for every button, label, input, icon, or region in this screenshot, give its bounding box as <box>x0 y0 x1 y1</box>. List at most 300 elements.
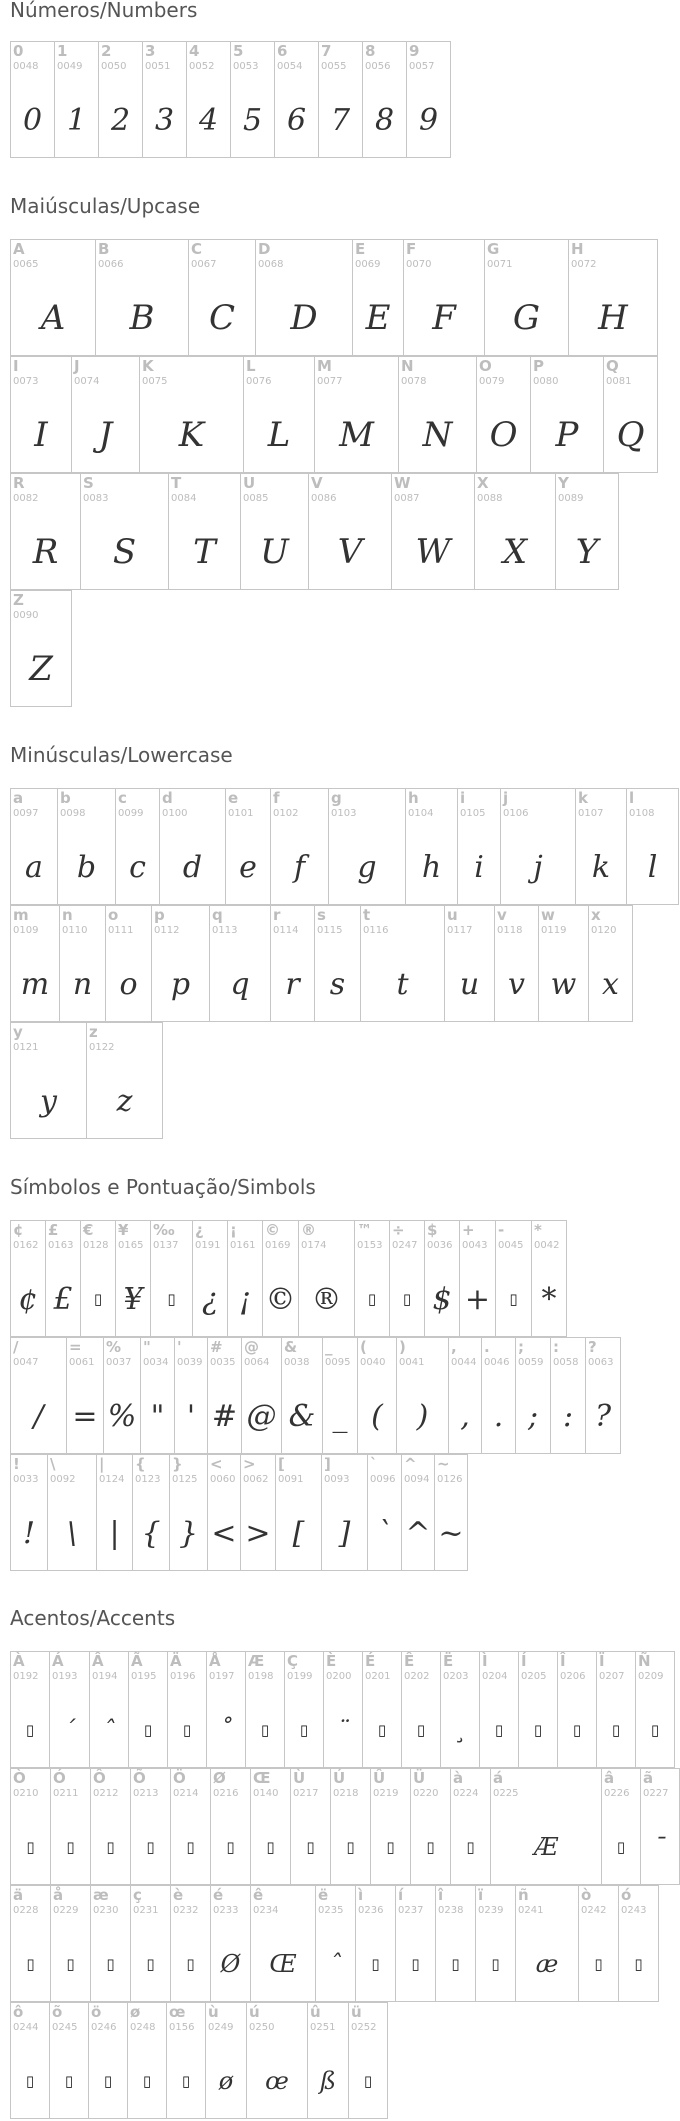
glyph-cell <box>10 1022 87 1139</box>
glyph-code-label: 0076 <box>246 376 272 387</box>
glyph-code-label: 0231 <box>133 1905 159 1916</box>
glyph-cell <box>403 239 485 356</box>
glyph-code-label: 0246 <box>91 2022 117 2033</box>
glyph-char-label: I <box>13 357 19 375</box>
glyph-code-label: 0079 <box>479 376 505 387</box>
glyph-code-label: 0244 <box>13 2022 39 2033</box>
glyph-code-label: 0065 <box>13 259 39 270</box>
glyph-char-label: ú <box>249 2003 260 2021</box>
glyph-char-label: W <box>394 474 411 492</box>
glyph-code-label: 0091 <box>278 1474 304 1485</box>
glyph-cell <box>321 1454 368 1571</box>
glyph-cell <box>424 1220 460 1337</box>
missing-glyph-box: ▯ <box>509 1290 518 1308</box>
glyph-code-label: 0194 <box>92 1671 118 1682</box>
glyph-cell <box>250 1885 316 2002</box>
glyph-code-label: 0137 <box>153 1240 179 1251</box>
glyph-cell <box>167 1651 207 1768</box>
glyph-cell <box>434 1454 468 1571</box>
glyph-cell <box>281 1337 323 1454</box>
glyph-sample: r <box>285 966 300 1002</box>
glyph-code-label: 0092 <box>50 1474 76 1485</box>
glyph-cell <box>348 2002 388 2119</box>
glyph-code-label: 0055 <box>321 61 347 72</box>
glyph-sample: R <box>32 532 59 572</box>
glyph-code-label: 0061 <box>69 1357 95 1368</box>
glyph-char-label: d <box>162 789 173 807</box>
glyph-code-label: 0126 <box>437 1474 463 1485</box>
glyph-code-label: 0063 <box>588 1357 614 1368</box>
section-title-numbers: Números/Numbers <box>10 0 198 22</box>
glyph-row <box>10 1651 674 1768</box>
glyph-code-label: 0119 <box>541 925 567 936</box>
glyph-cell <box>103 1337 141 1454</box>
glyph-code-label: 0239 <box>478 1905 504 1916</box>
glyph-cell <box>401 1454 435 1571</box>
glyph-char-label: A <box>13 240 25 258</box>
glyph-cell <box>115 1220 151 1337</box>
glyph-cell <box>450 1768 491 1885</box>
glyph-code-label: 0249 <box>208 2022 234 2033</box>
missing-glyph-box: ▯ <box>306 1838 315 1856</box>
glyph-code-label: 0108 <box>629 808 655 819</box>
glyph-cell <box>474 473 556 590</box>
glyph-code-label: 0210 <box>13 1788 39 1799</box>
glyph-code-label: 0080 <box>533 376 559 387</box>
glyph-code-label: 0123 <box>135 1474 161 1485</box>
glyph-char-label: û <box>310 2003 321 2021</box>
glyph-char-label: = <box>69 1338 82 1356</box>
glyph-char-label: } <box>172 1455 183 1473</box>
glyph-cell <box>47 1454 97 1571</box>
glyph-cell <box>130 1768 171 1885</box>
glyph-sample: ˆ <box>103 1716 115 1744</box>
glyph-code-label: 0250 <box>249 2022 275 2033</box>
missing-glyph-box: ▯ <box>25 2072 35 2090</box>
glyph-sample: J <box>98 415 113 455</box>
missing-glyph-box: ▯ <box>491 1955 500 1973</box>
missing-glyph-box: ▯ <box>93 1290 103 1308</box>
glyph-cell <box>80 473 169 590</box>
glyph-cell <box>50 1885 91 2002</box>
glyph-cell <box>318 41 363 158</box>
glyph-cell <box>10 905 60 1022</box>
glyph-code-label: 0099 <box>118 808 144 819</box>
glyph-cell <box>531 1220 567 1337</box>
glyph-code-label: 0217 <box>293 1788 319 1799</box>
glyph-code-label: 0059 <box>518 1357 544 1368</box>
glyph-code-label: 0238 <box>438 1905 464 1916</box>
glyph-char-label: Ù <box>293 1769 306 1787</box>
glyph-code-label: 0041 <box>399 1357 425 1368</box>
glyph-sample: | <box>109 1515 120 1551</box>
glyph-sample: L <box>267 415 291 455</box>
glyph-char-label: Ì <box>482 1652 488 1670</box>
glyph-code-label: 0049 <box>57 61 83 72</box>
glyph-code-label: 0117 <box>447 925 473 936</box>
glyph-char-label: Å <box>209 1652 221 1670</box>
glyph-cell <box>98 41 143 158</box>
glyph-sample: % <box>107 1398 137 1434</box>
glyph-code-label: 0140 <box>253 1788 279 1799</box>
glyph-sample: 9 <box>418 102 439 138</box>
missing-glyph-box: ▯ <box>26 1955 35 1973</box>
glyph-sample: Z <box>29 649 53 689</box>
glyph-char-label: H <box>571 240 584 258</box>
glyph-char-label: ô <box>13 2003 24 2021</box>
glyph-char-label: | <box>99 1455 105 1473</box>
glyph-char-label: Z <box>13 591 24 609</box>
glyph-sample: $ <box>432 1281 452 1317</box>
glyph-code-label: 0169 <box>265 1240 291 1251</box>
glyph-code-label: 0056 <box>365 61 391 72</box>
glyph-cell <box>578 1885 619 2002</box>
glyph-char-label: ™ <box>357 1221 372 1239</box>
glyph-code-label: 0243 <box>621 1905 647 1916</box>
glyph-sample: a <box>25 849 43 885</box>
glyph-cell <box>10 1337 67 1454</box>
glyph-code-label: 0085 <box>243 493 269 504</box>
glyph-cell <box>240 473 309 590</box>
glyph-code-label: 0109 <box>13 925 39 936</box>
glyph-char-label: n <box>62 906 73 924</box>
glyph-char-label: â <box>604 1769 615 1787</box>
glyph-char-label: ¢ <box>13 1221 24 1239</box>
glyph-sample: 4 <box>198 102 219 138</box>
glyph-cell <box>367 1454 402 1571</box>
glyph-char-label: ä <box>13 1886 24 1904</box>
glyph-code-label: 0204 <box>482 1671 508 1682</box>
glyph-cell <box>209 905 271 1022</box>
missing-glyph-box: ▯ <box>106 1838 115 1856</box>
glyph-cell <box>192 1220 228 1337</box>
glyph-cell <box>435 1885 476 2002</box>
glyph-code-label: 0035 <box>210 1357 236 1368</box>
glyph-cell <box>127 2002 167 2119</box>
glyph-cell <box>170 1768 211 1885</box>
glyph-char-label: b <box>60 789 71 807</box>
glyph-sample: ¢ <box>18 1281 38 1317</box>
glyph-code-label: 0226 <box>604 1788 630 1799</box>
glyph-char-label: Y <box>558 474 569 492</box>
glyph-cell <box>80 1220 116 1337</box>
glyph-cell <box>170 1885 211 2002</box>
glyph-code-label: 0054 <box>277 61 303 72</box>
glyph-char-label: r <box>273 906 281 924</box>
glyph-code-label: 0093 <box>324 1474 350 1485</box>
glyph-sample: ) <box>416 1398 429 1434</box>
glyph-sample: 2 <box>110 102 131 138</box>
glyph-sample: ¿ <box>201 1281 219 1317</box>
glyph-code-label: 0211 <box>53 1788 79 1799</box>
glyph-code-label: 0051 <box>145 61 171 72</box>
missing-glyph-box: ▯ <box>416 1721 426 1739</box>
missing-glyph-box: ▯ <box>186 1838 195 1856</box>
glyph-code-label: 0069 <box>355 259 381 270</box>
glyph-char-label: T <box>171 474 182 492</box>
missing-glyph-box: ▯ <box>266 1838 275 1856</box>
glyph-char-label: Ë <box>443 1652 454 1670</box>
glyph-sample: i <box>474 849 484 885</box>
glyph-code-label: 0048 <box>13 61 39 72</box>
glyph-cell <box>10 239 96 356</box>
glyph-cell <box>10 473 81 590</box>
missing-glyph-box: ▯ <box>66 1838 75 1856</box>
glyph-cell <box>588 905 633 1022</box>
missing-glyph-box: ▯ <box>594 1955 603 1973</box>
missing-glyph-box: ▯ <box>367 1290 377 1308</box>
glyph-cell <box>603 356 658 473</box>
glyph-cell <box>479 1651 519 1768</box>
glyph-cell <box>568 239 658 356</box>
glyph-code-label: 0124 <box>99 1474 125 1485</box>
glyph-cell <box>274 41 319 158</box>
glyph-cell <box>130 1885 171 2002</box>
glyph-sample: { <box>141 1515 161 1551</box>
glyph-sample: ' <box>186 1398 196 1434</box>
glyph-cell <box>115 788 160 905</box>
glyph-char-label: B <box>98 240 110 258</box>
glyph-cell <box>159 788 226 905</box>
glyph-sample: 6 <box>286 102 307 138</box>
glyph-sample: m <box>20 966 50 1002</box>
glyph-cell <box>95 239 189 356</box>
glyph-cell <box>575 788 627 905</box>
glyph-code-label: 0115 <box>317 925 343 936</box>
glyph-sample: Æ <box>533 1833 559 1861</box>
glyph-row <box>10 1885 658 2002</box>
glyph-sample: O <box>489 415 518 455</box>
glyph-cell <box>270 905 315 1022</box>
glyph-code-label: 0213 <box>133 1788 159 1799</box>
glyph-cell <box>550 1337 586 1454</box>
glyph-code-label: 0036 <box>427 1240 453 1251</box>
glyph-code-label: 0042 <box>534 1240 560 1251</box>
glyph-char-label: ù <box>208 2003 219 2021</box>
missing-glyph-box: ▯ <box>650 1721 660 1739</box>
missing-glyph-box: ▯ <box>146 1838 155 1856</box>
glyph-code-label: 0212 <box>93 1788 119 1799</box>
glyph-sample: : <box>562 1398 574 1434</box>
glyph-char-label: R <box>13 474 25 492</box>
glyph-char-label: c <box>118 789 127 807</box>
glyph-sample: / <box>33 1398 44 1434</box>
glyph-code-label: 0161 <box>230 1240 256 1251</box>
glyph-char-label: Æ <box>248 1652 265 1670</box>
glyph-char-label: l <box>629 789 635 807</box>
glyph-sample: ` <box>377 1515 392 1551</box>
glyph-sample: s <box>329 966 346 1002</box>
glyph-char-label: p <box>154 906 165 924</box>
glyph-code-label: 0090 <box>13 610 39 621</box>
glyph-row <box>10 788 678 905</box>
missing-glyph-box: ▯ <box>402 1290 412 1308</box>
glyph-sample: " <box>150 1398 165 1434</box>
glyph-cell <box>142 41 187 158</box>
glyph-code-label: 0232 <box>173 1905 199 1916</box>
glyph-char-label: Ô <box>93 1769 106 1787</box>
missing-glyph-box: ▯ <box>363 2072 373 2090</box>
glyph-char-label: è <box>173 1886 184 1904</box>
glyph-code-label: 0121 <box>13 1042 39 1053</box>
glyph-sample: ´ <box>63 1716 76 1744</box>
glyph-cell <box>357 1337 397 1454</box>
missing-glyph-box: ▯ <box>25 1721 35 1739</box>
glyph-code-label: 0206 <box>560 1671 586 1682</box>
glyph-char-label: V <box>311 474 323 492</box>
glyph-char-label: Ò <box>13 1769 26 1787</box>
glyph-sample: + <box>464 1281 491 1317</box>
glyph-sample: ¥ <box>123 1281 143 1317</box>
glyph-cell <box>284 1651 324 1768</box>
glyph-sample: t <box>396 966 409 1002</box>
glyph-cell <box>618 1885 659 2002</box>
glyph-code-label: 0116 <box>363 925 389 936</box>
glyph-cell <box>395 1885 436 2002</box>
glyph-cell <box>401 1651 441 1768</box>
glyph-code-label: 0083 <box>83 493 109 504</box>
glyph-char-label: Ó <box>53 1769 66 1787</box>
glyph-sample: ? <box>594 1398 612 1434</box>
glyph-sample: ¨ <box>337 1716 349 1744</box>
glyph-char-label: É <box>365 1652 376 1670</box>
glyph-code-label: 0062 <box>243 1474 269 1485</box>
glyph-sample: = <box>72 1398 98 1434</box>
missing-glyph-box: ▯ <box>533 1721 543 1739</box>
glyph-cell <box>557 1651 597 1768</box>
glyph-sample: y <box>40 1083 57 1119</box>
glyph-sample: M <box>339 415 374 455</box>
glyph-code-label: 0057 <box>409 61 435 72</box>
glyph-cell <box>530 356 604 473</box>
glyph-char-label: i <box>460 789 466 807</box>
glyph-cell <box>243 356 315 473</box>
glyph-row <box>10 239 657 356</box>
glyph-char-label: * <box>534 1221 542 1239</box>
glyph-cell <box>596 1651 636 1768</box>
glyph-cell <box>640 1768 680 1885</box>
glyph-char-label: O <box>479 357 492 375</box>
glyph-char-label: À <box>13 1652 25 1670</box>
glyph-char-label: ê <box>253 1886 264 1904</box>
glyph-code-label: 0207 <box>599 1671 625 1682</box>
glyph-sample: j <box>533 849 543 885</box>
missing-glyph-box: ▯ <box>143 1721 153 1739</box>
glyph-char-label: Œ <box>253 1769 271 1787</box>
glyph-sample: Q <box>616 415 645 455</box>
glyph-code-label: 0216 <box>213 1788 239 1799</box>
glyph-cell <box>398 356 477 473</box>
glyph-code-label: 0058 <box>553 1357 579 1368</box>
glyph-cell <box>188 239 256 356</box>
glyph-code-label: 0111 <box>108 925 134 936</box>
missing-glyph-box: ▯ <box>386 1838 395 1856</box>
glyph-cell <box>314 356 399 473</box>
glyph-row <box>10 1337 620 1454</box>
glyph-cell <box>205 2002 247 2119</box>
glyph-cell <box>210 1885 251 2002</box>
glyph-char-label: ` <box>370 1455 378 1473</box>
glyph-sample: P <box>555 415 579 455</box>
glyph-char-label: å <box>53 1886 64 1904</box>
glyph-cell <box>352 239 404 356</box>
glyph-cell <box>500 788 576 905</box>
glyph-cell <box>150 1220 193 1337</box>
glyph-char-label: ø <box>130 2003 141 2021</box>
glyph-code-label: 0053 <box>233 61 259 72</box>
glyph-code-label: 0110 <box>62 925 88 936</box>
glyph-char-label: : <box>553 1338 559 1356</box>
glyph-code-label: 0105 <box>460 808 486 819</box>
glyph-char-label: á <box>493 1769 504 1787</box>
glyph-code-label: 0229 <box>53 1905 79 1916</box>
glyph-sample: S <box>112 532 137 572</box>
glyph-code-label: 0089 <box>558 493 584 504</box>
glyph-code-label: 0040 <box>360 1357 386 1368</box>
glyph-sample: G <box>512 298 541 338</box>
glyph-cell <box>475 1885 516 2002</box>
glyph-code-label: 0068 <box>258 259 284 270</box>
glyph-sample: £ <box>53 1281 73 1317</box>
glyph-cell <box>626 788 679 905</box>
missing-glyph-box: ▯ <box>186 1955 195 1973</box>
glyph-char-label: % <box>106 1338 122 1356</box>
glyph-sample: & <box>288 1398 316 1434</box>
glyph-code-label: 0078 <box>401 376 427 387</box>
glyph-char-label: ï <box>478 1886 484 1904</box>
glyph-sample: ! <box>22 1515 36 1551</box>
glyph-code-label: 0050 <box>101 61 127 72</box>
glyph-code-label: 0044 <box>451 1357 477 1368</box>
glyph-cell <box>389 1220 425 1337</box>
glyph-cell <box>354 1220 390 1337</box>
missing-glyph-box: ▯ <box>66 1955 75 1973</box>
glyph-cell <box>490 1768 602 1885</box>
glyph-char-label: ‰ <box>153 1221 175 1239</box>
glyph-cell <box>169 1454 208 1571</box>
glyph-char-label: Ä <box>170 1652 182 1670</box>
glyph-code-label: 0128 <box>83 1240 109 1251</box>
glyph-char-label: S <box>83 474 94 492</box>
missing-glyph-box: ▯ <box>377 1721 387 1739</box>
glyph-cell <box>275 1454 322 1571</box>
glyph-char-label: 3 <box>145 42 156 60</box>
missing-glyph-box: ▯ <box>142 2072 152 2090</box>
glyph-cell <box>245 1651 285 1768</box>
glyph-code-label: 0156 <box>169 2022 195 2033</box>
glyph-code-label: 0106 <box>503 808 529 819</box>
glyph-code-label: 0087 <box>394 493 420 504</box>
glyph-sample: g <box>357 849 377 885</box>
glyph-char-label: æ <box>93 1886 109 1904</box>
glyph-code-label: 0097 <box>13 808 39 819</box>
glyph-char-label: ^ <box>404 1455 417 1473</box>
glyph-code-label: 0052 <box>189 61 215 72</box>
glyph-code-label: 0043 <box>462 1240 488 1251</box>
glyph-cell <box>132 1454 170 1571</box>
glyph-code-label: 0046 <box>484 1357 510 1368</box>
glyph-cell <box>255 239 353 356</box>
section-title-symbols: Símbolos e Pontuação/Simbols <box>10 1175 316 1199</box>
glyph-cell <box>515 1885 579 2002</box>
glyph-sample: _ <box>332 1398 348 1434</box>
glyph-cell <box>225 788 271 905</box>
glyph-char-label: ! <box>13 1455 20 1473</box>
missing-glyph-box: ▯ <box>260 1721 270 1739</box>
glyph-code-label: 0070 <box>406 259 432 270</box>
glyph-code-label: 0234 <box>253 1905 279 1916</box>
glyph-code-label: 0038 <box>284 1357 310 1368</box>
